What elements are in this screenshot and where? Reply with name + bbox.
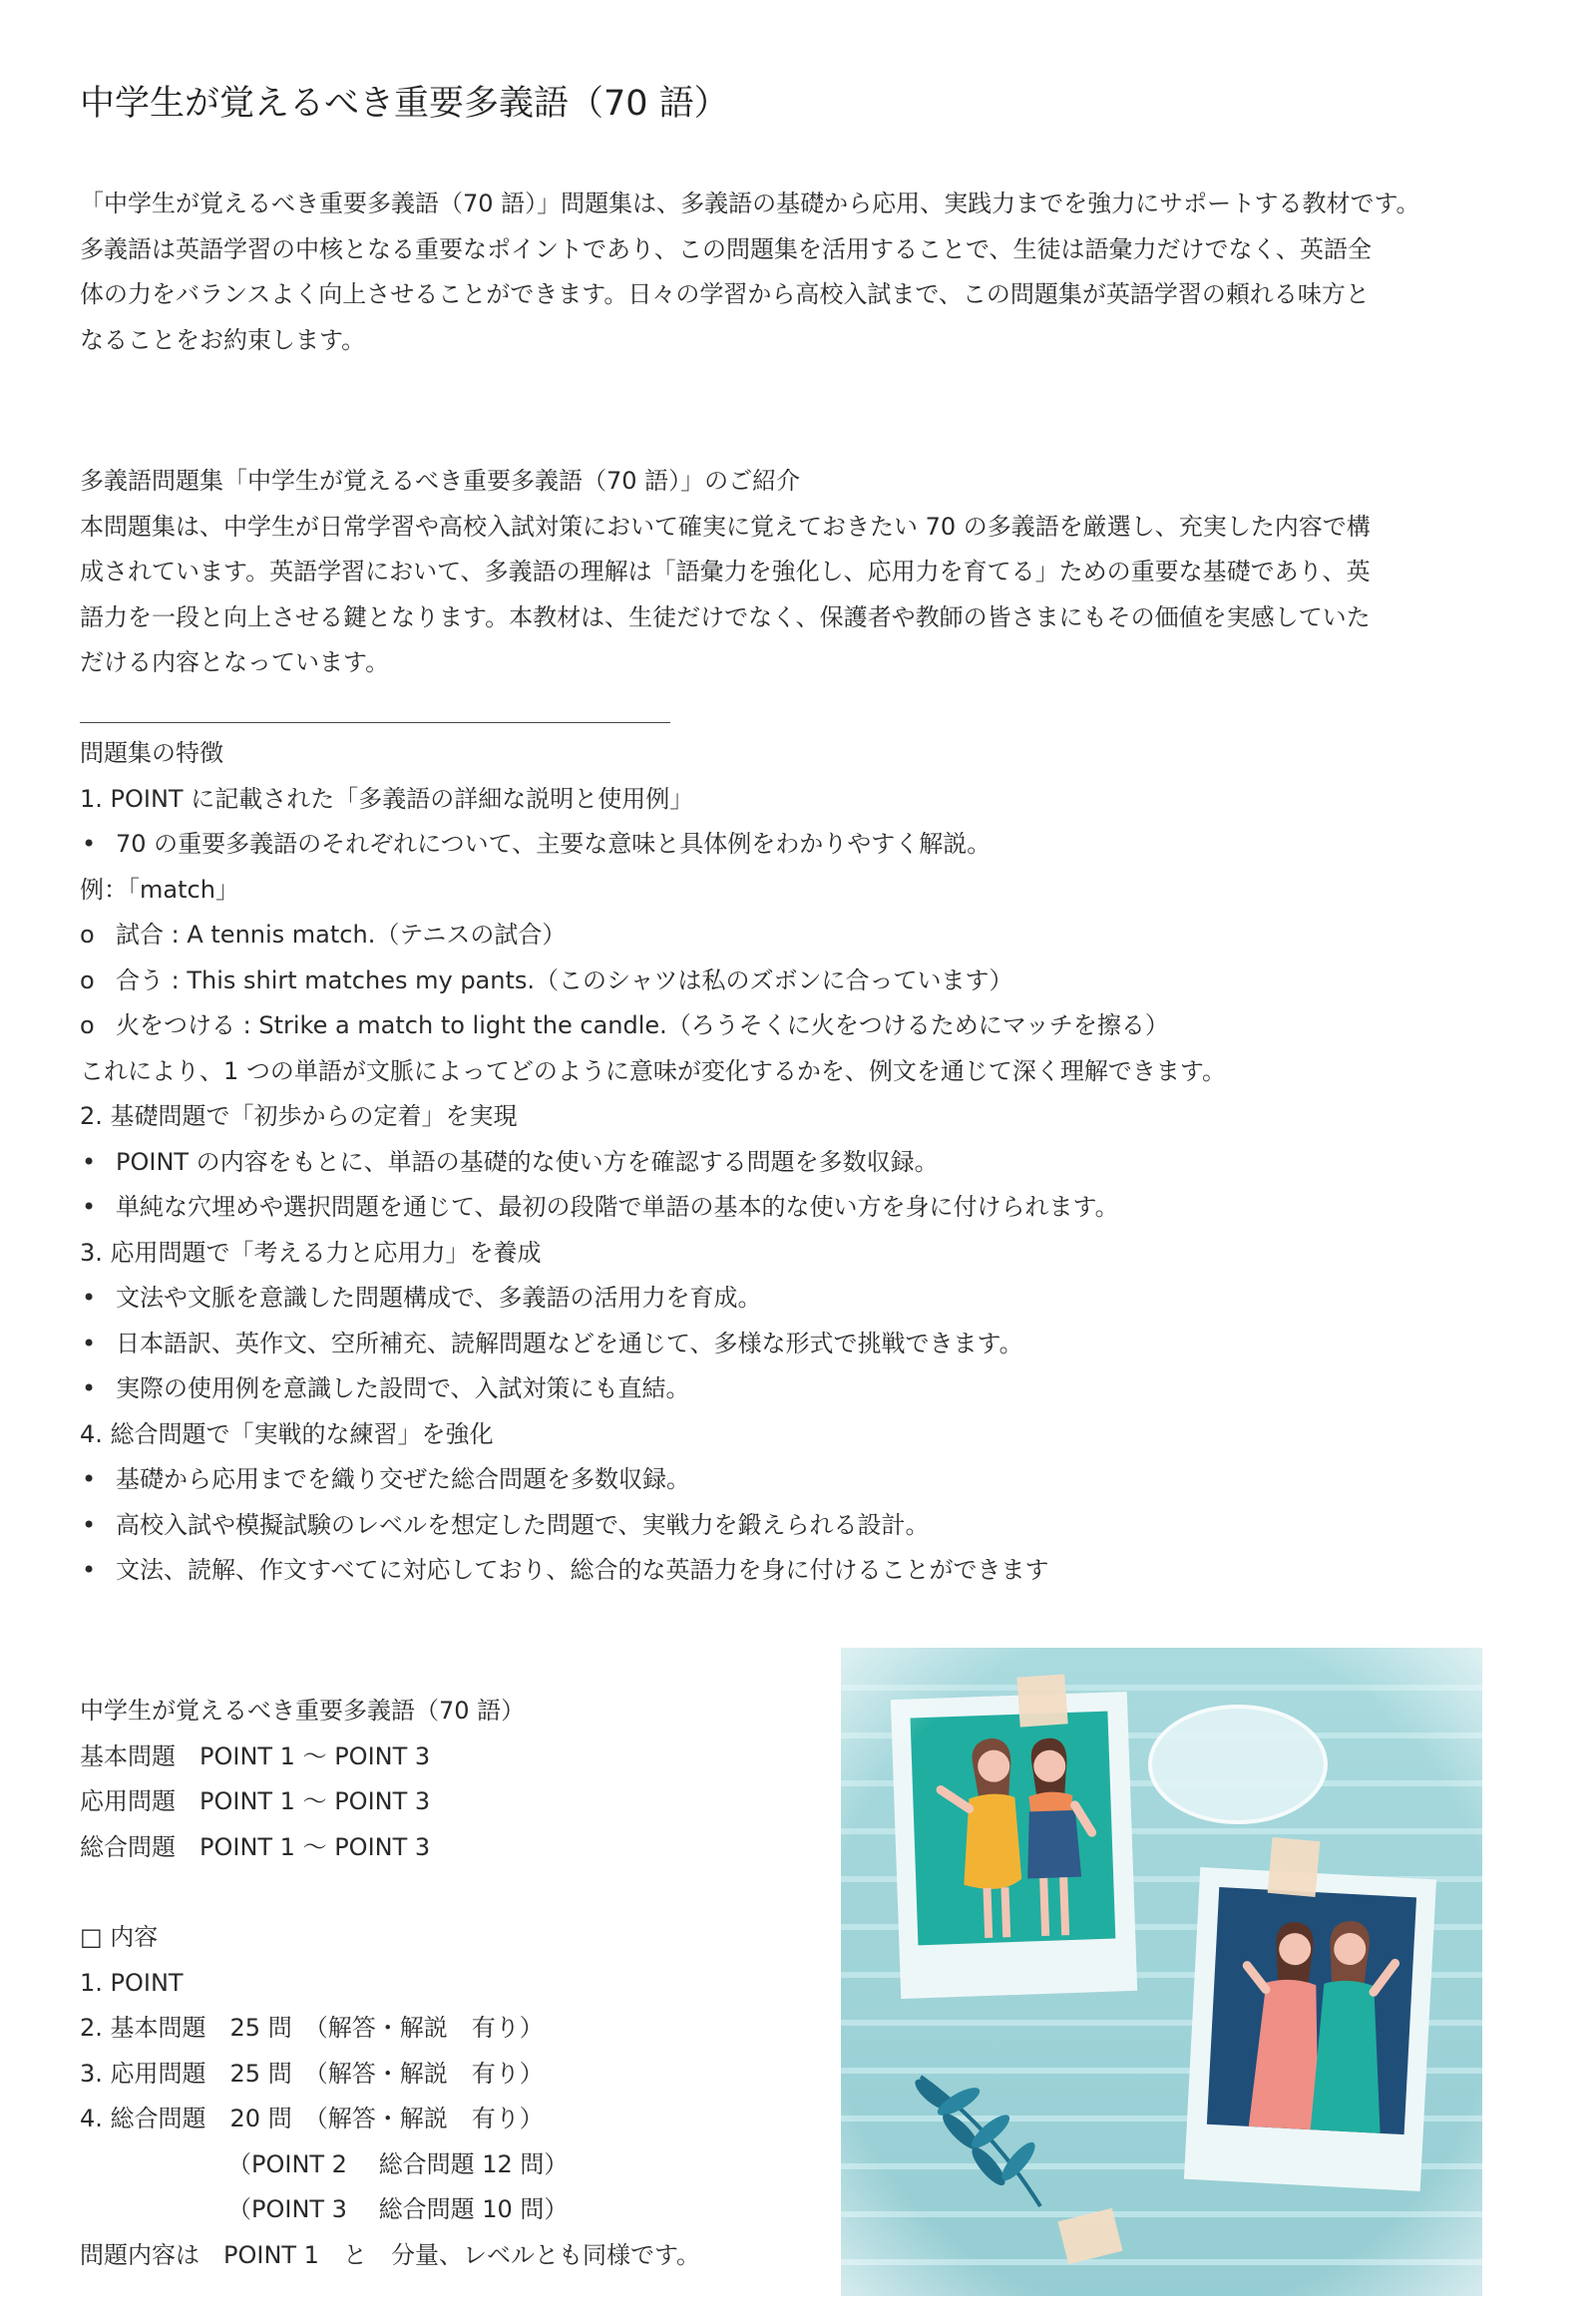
feature-3-title: 3. 応用問題で「考える力と応用力」を養成 [80, 1238, 542, 1267]
list-item [80, 1322, 1516, 1367]
list-item-text: 日本語訳、英作文、空所補充、読解問題などを通じて、多様な形式で挑戦できます。 [116, 1329, 1023, 1357]
intro-line: 体の力をバランスよく向上させることができます。日々の学習から高校入試まで、この問題集が英語学習の頼れる味方と [80, 280, 1370, 308]
bullet-marker: • [82, 1556, 97, 1584]
feature-1-summary: これにより、1 つの単語が文脈によってどのように意味が変化するかを、例文を通じて深く理解できます。 [80, 1056, 1226, 1085]
contents-item: 3. 応用問題 25 問 （解答・解説 有り） [80, 2059, 544, 2088]
list-item-text: 基礎から応用までを織り交ぜた総合問題を多数収録。 [116, 1465, 690, 1493]
list-item-text: POINT の内容をもとに、単語の基礎的な使い方を確認する問題を多数収録。 [116, 1147, 939, 1176]
example-item [80, 913, 1516, 959]
list-item [80, 1366, 1516, 1412]
bullet-marker: • [82, 1465, 97, 1493]
list-item [80, 1457, 1516, 1503]
introduction-section [80, 459, 1516, 686]
contents-sub-item: （POINT 3 総合問題 10 問） [227, 2195, 569, 2223]
contents-section [80, 1915, 798, 2278]
section-line: 語力を一段と向上させる鍵となります。本教材は、生徒だけでなく、保護者や教師の皆さまにもその価値を実感していた [80, 602, 1371, 631]
example-text: 合う : This shirt matches my pants.（このシャツは私のズボンに合っています） [116, 965, 1013, 994]
features-heading: 問題集の特徴 [80, 739, 223, 767]
sub-marker: o [80, 965, 95, 994]
polaroid-photos-illustration [841, 1648, 1482, 2296]
contents-note: 問題内容は POINT 1 と 分量、レベルとも同様です。 [80, 2240, 701, 2269]
list-item [80, 1548, 1516, 1594]
bullet-marker: • [82, 1147, 97, 1176]
example-label: 例：「match」 [80, 875, 239, 904]
example-item [80, 959, 1516, 1004]
bullet-marker: • [82, 1329, 97, 1357]
list-item [80, 1140, 1516, 1186]
contents-item: 4. 総合問題 20 問 （解答・解説 有り） [80, 2105, 544, 2132]
contents-item: 2. 基本問題 25 問 （解答・解説 有り） [80, 2014, 544, 2042]
feature-2-title: 2. 基礎問題で「初歩からの定着」を実現 [80, 1102, 518, 1130]
features-section [80, 731, 1516, 1594]
intro-line: 多義語は英語学習の中核となる重要なポイントであり、この問題集を活用することで、生徒は語彙力だけでなく、英語全 [80, 234, 1373, 263]
intro-line: 「中学生が覚えるべき重要多義語（70 語）」問題集は、多義語の基礎から応用、実践力までを強力にサポートする教材です。 [80, 190, 1420, 217]
contents-sub-item: （POINT 2 総合問題 12 問） [227, 2149, 569, 2178]
list-item [80, 1276, 1516, 1322]
sub-marker: o [80, 921, 95, 949]
intro-paragraph [80, 182, 1516, 363]
list-item-text: 70 の重要多義語のそれぞれについて、主要な意味と具体例をわかりやすく解説。 [116, 830, 992, 858]
page-title: 中学生が覚えるべき重要多義語（70 語） [80, 84, 729, 124]
list-item-text: 文法、読解、作文すべてに対応しており、総合的な英語力を身に付けることができます [116, 1556, 1049, 1584]
contents-heading: □ 内容 [80, 1923, 159, 1951]
bullet-marker: • [82, 1374, 97, 1402]
bullet-marker: • [82, 830, 97, 858]
section-line: だける内容となっています。 [80, 648, 390, 676]
feature-4-title: 4. 総合問題で「実戦的な練習」を強化 [80, 1419, 494, 1448]
sub-marker: o [80, 1011, 95, 1039]
list-item [80, 1503, 1516, 1549]
divider [80, 722, 670, 723]
summary-section [80, 1689, 798, 1870]
list-item-text: 単純な穴埋めや選択問題を通じて、最初の段階で単語の基本的な使い方を身に付けられます。 [116, 1193, 1119, 1221]
section-heading: 多義語問題集「中学生が覚えるべき重要多義語（70 語）」のご紹介 [80, 467, 801, 495]
summary-row: 総合問題 POINT 1 ～ POINT 3 [80, 1832, 431, 1861]
list-item [80, 1185, 1516, 1231]
list-item [80, 822, 1516, 868]
example-item [80, 1003, 1516, 1049]
contents-item: 1. POINT [80, 1968, 184, 1997]
example-text: 試合 : A tennis match.（テニスの試合） [116, 921, 567, 949]
summary-row: 基本問題 POINT 1 ～ POINT 3 [80, 1741, 431, 1770]
bullet-marker: • [82, 1193, 97, 1221]
section-line: 成されています。英語学習において、多義語の理解は「語彙力を強化し、応用力を育てる」ための重要な基礎であり、英 [80, 558, 1371, 585]
list-item-text: 実際の使用例を意識した設問で、入試対策にも直結。 [116, 1374, 690, 1402]
list-item-text: 高校入試や模擬試験のレベルを想定した問題で、実戦力を鍛えられる設計。 [116, 1510, 930, 1539]
intro-line: なることをお約束します。 [80, 325, 366, 354]
feature-1-title: 1. POINT に記載された「多義語の詳細な説明と使用例」 [80, 784, 694, 813]
summary-row: 応用問題 POINT 1 ～ POINT 3 [80, 1787, 431, 1815]
illustration-vignette [841, 1648, 1482, 2296]
example-text: 火をつける : Strike a match to light the candle.（ろうそくに火をつけるためにマッチを擦る） [116, 1011, 1169, 1039]
bullet-marker: • [82, 1284, 97, 1312]
list-item-text: 文法や文脈を意識した問題構成で、多義語の活用力を育成。 [116, 1284, 762, 1312]
summary-title: 中学生が覚えるべき重要多義語（70 語） [80, 1697, 526, 1725]
bullet-marker: • [82, 1510, 97, 1539]
section-line: 本問題集は、中学生が日常学習や高校入試対策において確実に覚えておきたい 70 の多義語を厳選し、充実した内容で構 [80, 512, 1371, 541]
